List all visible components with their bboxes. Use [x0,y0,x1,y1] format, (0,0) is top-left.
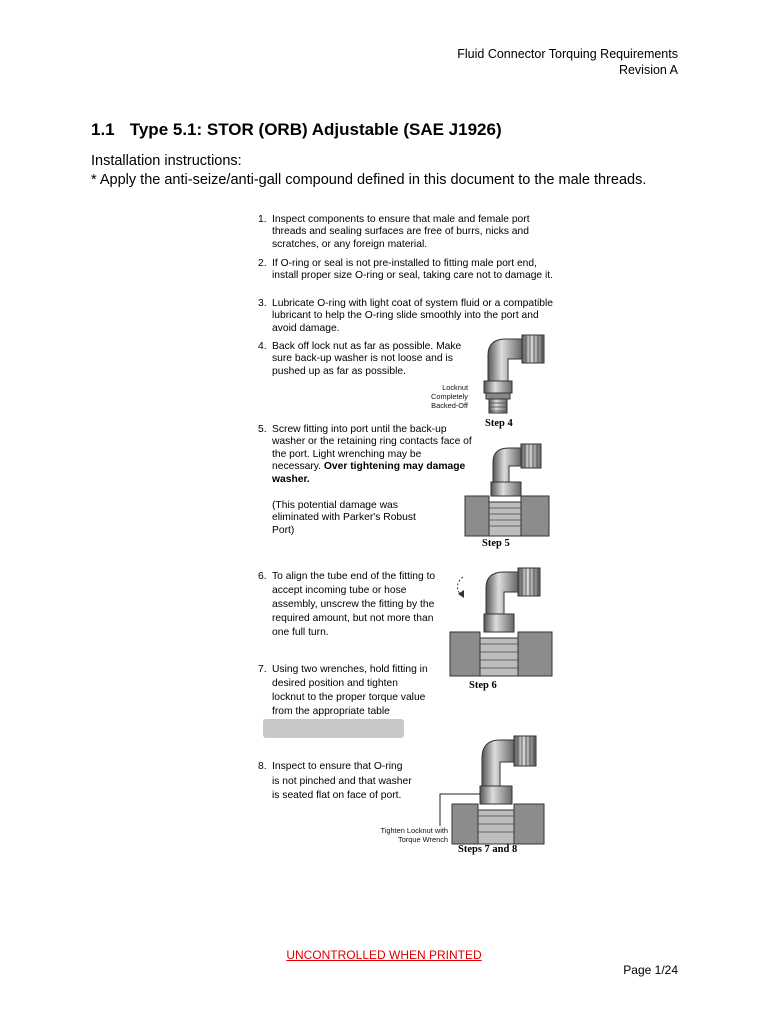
intro-text [91,152,646,190]
step-number: 4. [258,341,267,352]
step-6 [258,570,442,640]
step-number: 7. [258,664,267,675]
step-number: 5. [258,424,267,435]
step-number: 6. [258,571,267,582]
locknut-callout: Locknut Completely Backed-Off [431,383,468,410]
step-6-label: Step 6 [469,680,497,691]
step-text: To align the tube end of the fitting to accept incoming tube or hose assembly, unscrew the fitting by the required amount, but not more than one full turn. [272,571,436,638]
tighten-locknut-callout: Tighten Locknut with Torque Wrench [380,826,448,844]
step-4 [258,341,482,378]
step-text: Inspect components to ensure that male and female port threads and sealing surfaces are free of burrs, nicks and scratches, or any foreign material. [272,214,530,250]
step-2 [258,258,560,283]
step-4-label: Step 4 [485,418,513,429]
steps-7-8-fitting-illustration [436,734,548,846]
step-text: Screw fitting into port until the back-up washer or the retaining ring contacts face of the port. Light wrenching may be necessary. [272,424,472,473]
step-number: 8. [258,761,267,772]
step-text: Lubricate O-ring with light coat of system fluid or a compatible lubricant to help the O-ring slide smoothly into the port and avoid damage. [272,298,554,334]
steps-7-8-label: Steps 7 and 8 [458,844,518,855]
step-1 [258,214,560,251]
step-8 [258,760,412,804]
step-3 [258,298,564,335]
step-number: 1. [258,214,267,225]
step-5 [258,424,472,486]
step-5-fitting-illustration [463,442,553,538]
step-6-fitting-illustration [448,566,556,678]
step-text: Inspect to ensure that O-ring is not pinched and that washer is seated flat on face of port. [272,761,412,801]
section-number: 1.1 [91,120,115,139]
installation-instructions-label: Installation instructions: [91,153,242,169]
step-warning: Over tightening may damage washer. [272,461,466,485]
step-5-label: Step 5 [482,538,510,549]
document-title: Fluid Connector Torquing Requirements [457,47,678,61]
section-title: Type 5.1: STOR (ORB) Adjustable (SAE J1926) [129,120,502,139]
document-revision: Revision A [618,63,678,77]
step-7 [258,663,432,719]
uncontrolled-notice: UNCONTROLLED WHEN PRINTED [286,948,482,962]
step-text: Using two wrenches, hold fitting in desired position and tighten locknut to the proper torque value from the appropriate table [272,664,428,717]
page-number: Page 1/24 [623,963,678,977]
step-5-note [258,500,422,537]
redaction-block [263,719,404,738]
step-4-fitting-illustration [478,333,558,415]
step-number: 2. [258,258,267,269]
step-text: Back off lock nut as far as possible. Make sure back-up washer is not loose and is pushed up as far as possible. [272,341,462,377]
anti-seize-instruction: * Apply the anti-seize/anti-gall compound defined in this document to the male threads. [91,172,647,188]
step-text: If O-ring or seal is not pre-installed to fitting male port end, install proper size O-ring or seal, taking care not to damage it. [272,258,554,282]
page-header [457,46,678,78]
step-note-text: (This potential damage was eliminated with Parker's Robust Port) [272,500,416,536]
step-number: 3. [258,298,267,309]
section-heading [91,120,502,140]
